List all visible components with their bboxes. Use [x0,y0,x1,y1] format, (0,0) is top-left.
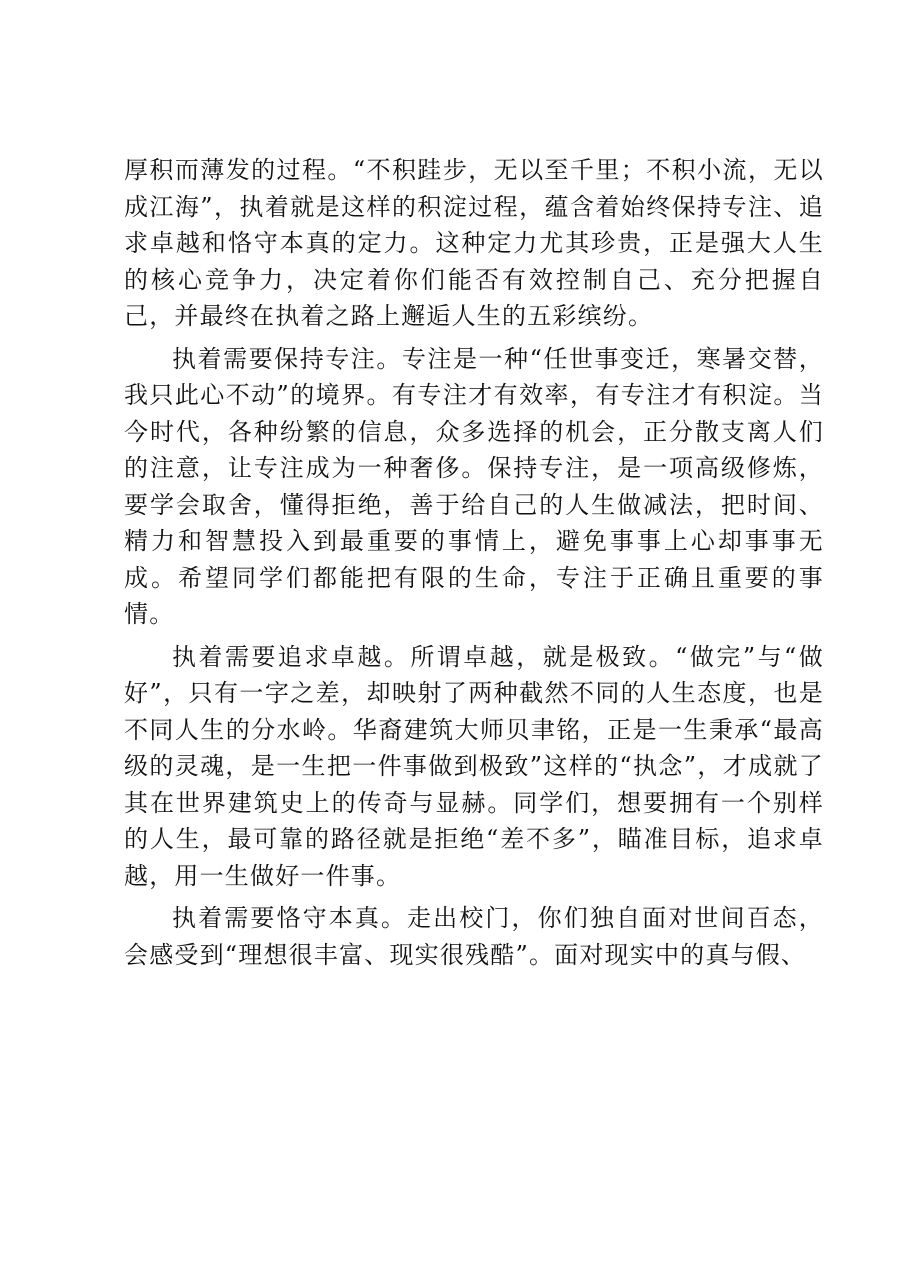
paragraph-3: 执着需要追求卓越。所谓卓越，就是极致。“做完”与“做好”，只有一字之差，却映射了两种截然不同的人生态度，也是不同人生的分水岭。华裔建筑大师贝聿铭，正是一生秉承“最高级的灵魂，是一生把一件事做到极致”这样的“执念”，才成就了其在世界建筑史上的传奇与显赫。同学们，想要拥有一个别样的人生，最可靠的路径就是拒绝“差不多”，瞄准目标，追求卓越，用一生做好一件事。 [124,642,824,890]
paragraph-1: 厚积而薄发的过程。“不积跬步，无以至千里；不积小流，无以成江海”，执着就是这样的积淀过程，蕴含着始终保持专注、追求卓越和恪守本真的定力。这种定力尤其珍贵，正是强大人生的核心竞争力，决定着你们能否有效控制自己、充分把握自己，并最终在执着之路上邂逅人生的五彩缤纷。 [124,156,824,330]
document-page [124,152,824,973]
paragraph-4: 执着需要恪守本真。走出校门，你们独自面对世间百态，会感受到“理想很丰富、现实很残酷”。面对现实中的真与假、 [124,904,824,969]
paragraph-2: 执着需要保持专注。专注是一种“任世事变迁，寒暑交替，我只此心不动”的境界。有专注才有效率，有专注才有积淀。当今时代，各种纷繁的信息，众多选择的机会，正分散支离人们的注意，让专注成为一种奢侈。保持专注，是一项高级修炼，要学会取舍，懂得拒绝，善于给自己的人生做减法，把时间、精力和智慧投入到最重要的事情上，避免事事上心却事事无成。希望同学们都能把有限的生命，专注于正确且重要的事情。 [124,344,824,628]
